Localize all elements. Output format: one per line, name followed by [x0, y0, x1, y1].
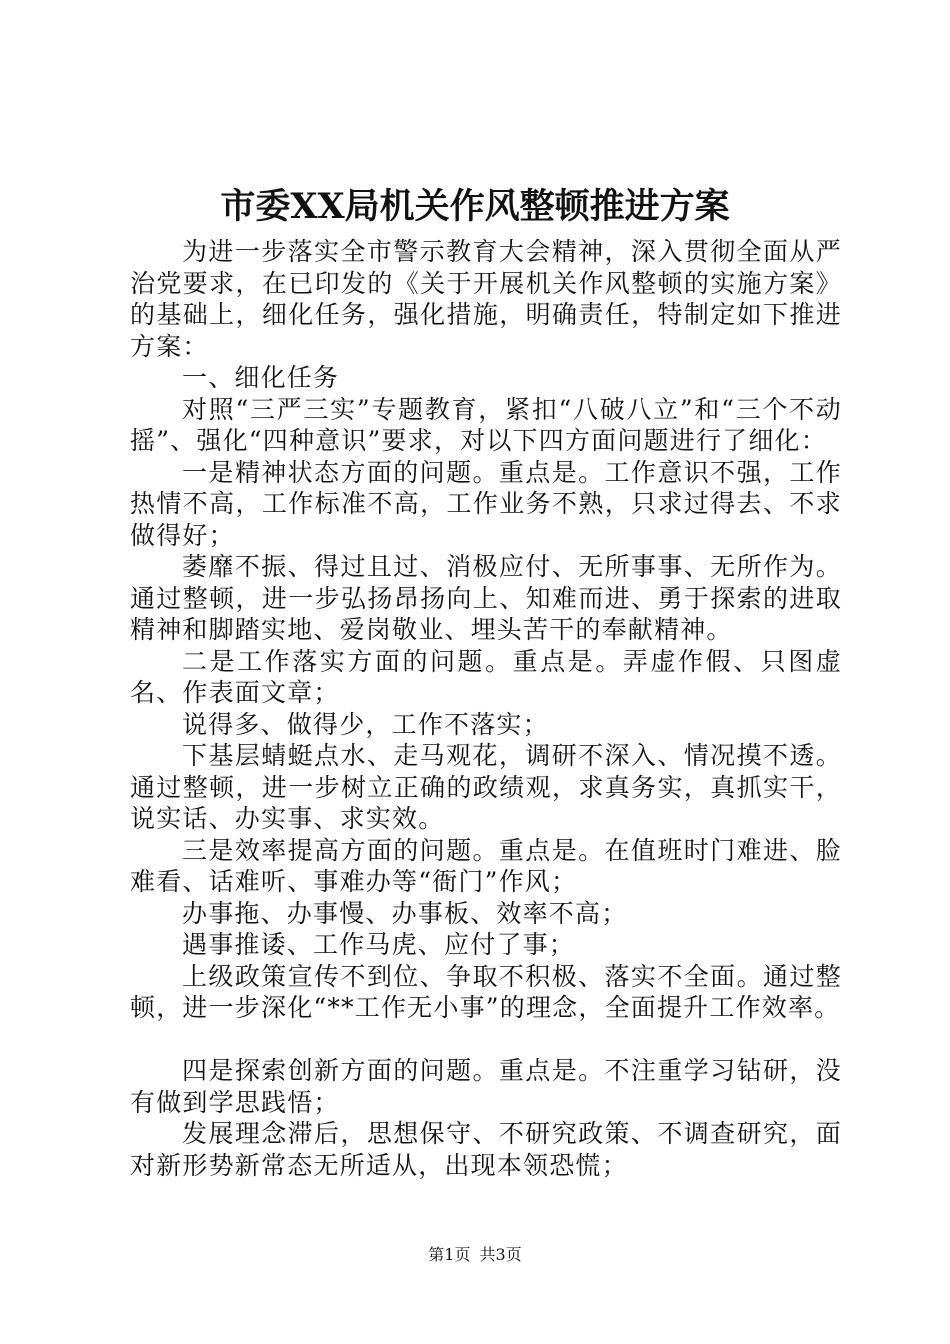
paragraph: 四是探索创新方面的问题。重点是。不注重学习钻研，没有做到学思践悟； — [130, 1056, 842, 1117]
document-title: 市委XX局机关作风整顿推进方案 — [220, 186, 730, 227]
document-body — [130, 236, 842, 1181]
page-total: 共3页 — [479, 1245, 522, 1264]
paragraph-intro: 为进一步落实全市警示教育大会精神，深入贯彻全面从严治党要求，在已印发的《关于开展机关作风整顿的实施方案》的基础上，细化任务，强化措施，明确责任，特制定如下推进方案： — [130, 237, 842, 361]
paragraph: 对照“三严三实”专题教育，紧扣“八破八立”和“三个不动摇”、强化“四种意识”要求，对以下四方面问题进行了细化： — [130, 394, 842, 455]
paragraph: 一是精神状态方面的问题。重点是。工作意识不强，工作热情不高，工作标准不高，工作业务不熟，只求过得去、不求做得好； — [130, 457, 842, 550]
paragraph: 遇事推诿、工作马虎、应付了事； — [182, 930, 576, 959]
paragraph: 二是工作落实方面的问题。重点是。弄虚作假、只图虚名、作表面文章； — [130, 646, 842, 707]
paragraph: 下基层蜻蜓点水、走马观花，调研不深入、情况摸不透。通过整顿，进一步树立正确的政绩观，求真务实，真抓实干，说实话、办实事、求实效。 — [130, 741, 842, 833]
page-number: 第1页 — [428, 1245, 471, 1264]
paragraph: 发展理念滞后，思想保守、不研究政策、不调查研究，面对新形势新常态无所适从，出现本领恐慌； — [130, 1119, 842, 1180]
paragraph: 上级政策宣传不到位、争取不积极、落实不全面。通过整顿，进一步深化“**工作无小事”的理念，全面提升工作效率。 — [130, 961, 842, 1022]
page-footer — [0, 1244, 950, 1266]
paragraph: 萎靡不振、得过且过、消极应付、无所事事、无所作为。通过整顿，进一步弘扬昂扬向上、知难而进、勇于探索的进取精神和脚踏实地、爱岗敬业、埋头苦干的奉献精神。 — [130, 552, 842, 644]
section-heading: 一、细化任务 — [182, 363, 340, 392]
paragraph: 说得多、做得少，工作不落实； — [182, 709, 549, 739]
paragraph: 三是效率提高方面的问题。重点是。在值班时门难进、脸难看、话难听、事难办等“衙门”作风； — [130, 835, 842, 896]
paragraph: 办事拖、办事慢、办事板、效率不高； — [182, 898, 628, 928]
